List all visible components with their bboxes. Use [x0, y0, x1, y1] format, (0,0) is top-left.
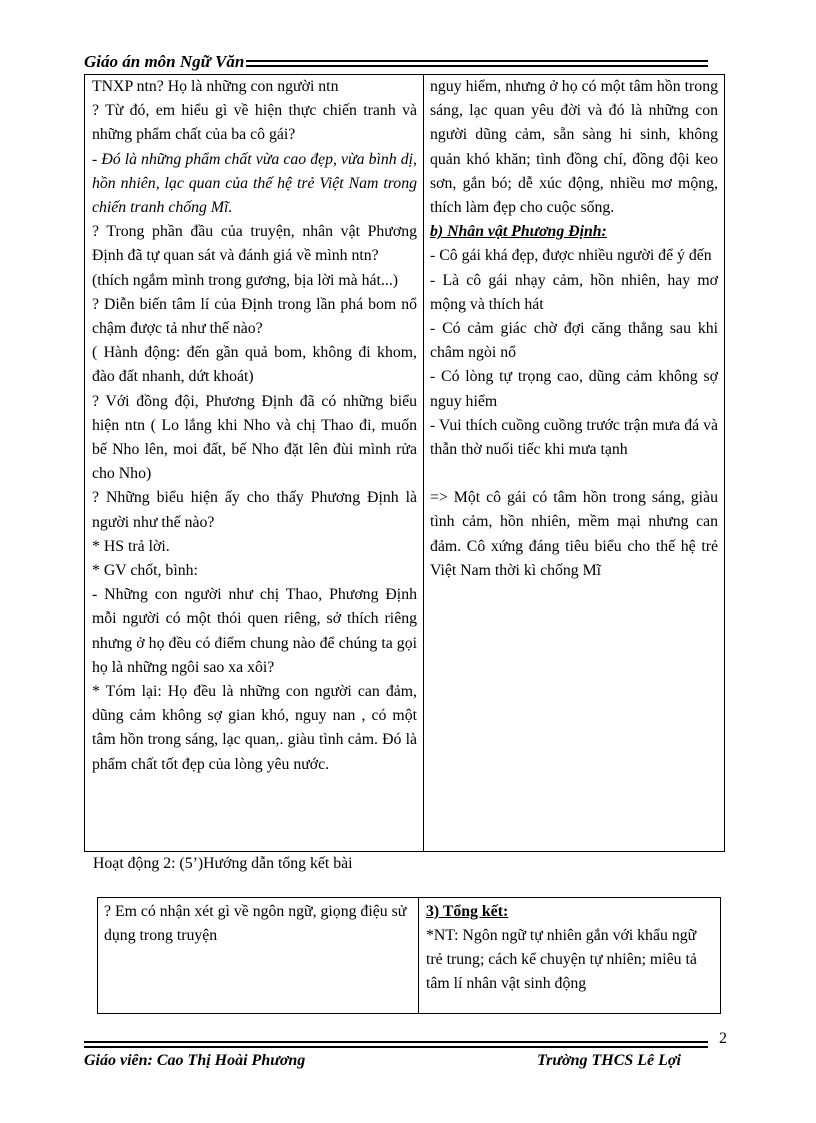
question-text: TNXP ntn? Họ là những con người ntn: [92, 78, 339, 95]
section-subheading: b) Nhân vật Phương Định:: [430, 223, 607, 241]
answer-text: ( Hành động: đến gần quả bom, không đi khom, đào đất nhanh, dứt khoát): [92, 344, 417, 386]
summary-question-cell: [104, 900, 412, 948]
conclusion-text: => Một cô gái có tâm hồn trong sáng, giàu tình cảm, hồn nhiên, mềm mại nhưng can đảm. Cô xứng đáng tiêu biểu cho thế hệ trẻ Việt Nam thời kì chống Mĩ: [430, 489, 718, 579]
question-text: ? Em có nhận xét gì về ngôn ngữ, giọng điệu sử dụng trong truyện: [104, 903, 407, 944]
question-text: - Những con người như chị Thao, Phương Định mỗi người có một thói quen riêng, sở thích riêng nhưng ở họ đều có điểm chung nào để chúng ta gọi họ là những ngôi sao xa xôi?: [92, 586, 417, 676]
teacher-activity-column: [92, 75, 417, 777]
character-point: - Vui thích cuồng cuồng trước trận mưa đá và thẫn thờ nuối tiếc khi mưa tạnh: [430, 416, 718, 459]
table-column-divider: [418, 898, 419, 1013]
summary-text: * Tóm lại: Họ đều là những con người can đảm, dũng cảm không sợ gian khó, nguy nan , có một tâm hồn trong sáng, lạc quan,. giàu tình cảm. Đó là phẩm chất tốt đẹp của lòng yêu nước.: [92, 683, 417, 773]
answer-text: - Đó là những phẩm chất vừa cao đẹp, vừa bình dị, hồn nhiên, lạc quan của thế hệ trẻ Việt Nam trong chiến tranh chống Mĩ.: [92, 150, 417, 217]
question-text: ? Những biểu hiện ấy cho thấy Phương Định là người như thế nào?: [92, 489, 417, 531]
character-point: - Cô gái khá đẹp, được nhiều người để ý đến: [430, 247, 712, 265]
summary-table: [97, 897, 721, 1014]
summary-content: *NT: Ngôn ngữ tự nhiên gắn với khẩu ngữ trẻ trung; cách kể chuyện tự nhiên; miêu tả tâm lí nhân vật sinh động: [426, 927, 697, 992]
question-text: ? Từ đó, em hiểu gì về hiện thực chiến tranh và những phẩm chất của ba cô gái?: [92, 102, 417, 144]
question-text: ? Với đồng đội, Phương Định đã có những biểu hiện ntn ( Lo lắng khi Nho và chị Thao đi, muốn bế Nho lên, moi đất, bế Nho đặt lên đùi mình rửa cho Nho): [92, 392, 417, 483]
footer-teacher: Giáo viên: Cao Thị Hoài Phương: [84, 1052, 306, 1069]
table-column-divider: [423, 75, 424, 851]
question-text: ? Diễn biến tâm lí của Định trong lần phá bom nổ chậm được tả như thế nào?: [92, 295, 417, 338]
character-point: - Có lòng tự trọng cao, dũng cảm không sợ nguy hiểm: [430, 368, 718, 410]
character-point: - Có cảm giác chờ đợi căng thẳng sau khi châm ngòi nổ: [430, 320, 718, 362]
character-point: - Là cô gái nhạy cảm, hồn nhiên, hay mơ mộng và thích hát: [430, 271, 718, 313]
header-double-rule: [246, 60, 708, 67]
lesson-table: [84, 74, 725, 852]
footer-double-rule: [84, 1041, 708, 1048]
page-number: 2: [719, 1030, 727, 1047]
question-text: ? Trong phần đầu của truyện, nhân vật Phương Định đã tự quan sát và đánh giá về mình ntn?: [92, 223, 417, 265]
footer-school: Trường THCS Lê Lợi: [537, 1052, 681, 1069]
answer-text: (thích ngắm mình trong gương, bịa lời mà hát...): [92, 271, 399, 289]
activity-heading: Hoạt động 2: (5’)Hướng dẫn tổng kết bài: [93, 855, 353, 872]
blank-line: [430, 462, 718, 486]
summary-answer-cell: [426, 900, 714, 996]
summary-heading: 3) Tổng kết:: [426, 903, 509, 920]
teacher-summary-label: * GV chốt, bình:: [92, 562, 198, 580]
document-header-title: Giáo án môn Ngữ Văn: [84, 52, 245, 71]
content-intro-text: nguy hiểm, nhưng ở họ có một tâm hồn trong sáng, lạc quan yêu đời và đó là những con người dũng cảm, sẵn sàng hi sinh, không quản khó khăn; tình đồng chí, đồng đội keo sơn, gắn bó; dễ xúc động, nhiều mơ mộng, thích làm đẹp cho cuộc sống.: [430, 78, 718, 217]
content-column: [430, 75, 718, 583]
student-response-text: * HS trả lời.: [92, 537, 170, 555]
